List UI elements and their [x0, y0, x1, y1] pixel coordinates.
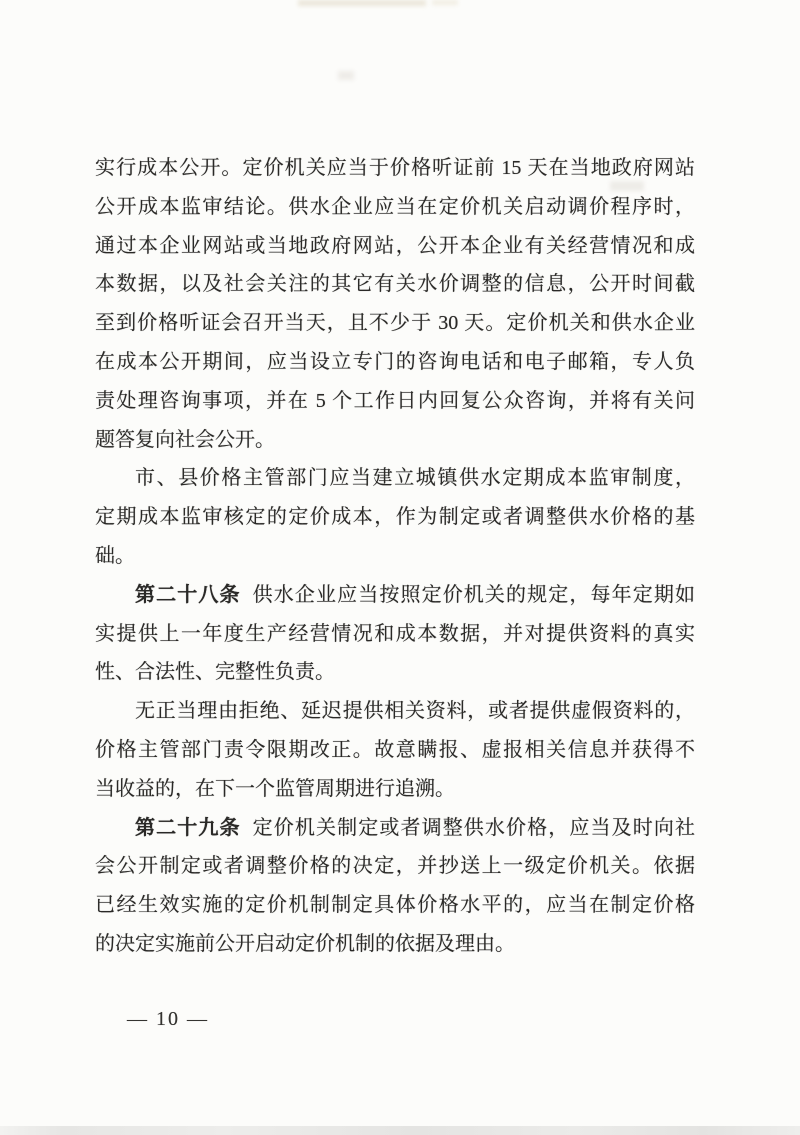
scan-artifact-bottom-strip	[0, 1126, 800, 1135]
text-line: 实提供上一年度生产经营情况和成本数据，并对提供资料的真实	[95, 622, 695, 645]
article-number-heading: 第二十九条	[135, 816, 241, 839]
text-line: 第二十八条 供水企业应当按照定价机关的规定，每年定期如	[135, 583, 695, 606]
text-line: 无正当理由拒绝、延迟提供相关资料，或者提供虚假资料的，	[135, 700, 695, 723]
text-line: 性、合法性、完整性负责。	[95, 661, 335, 684]
text-line: 第二十九条 定价机关制定或者调整供水价格，应当及时向社	[135, 816, 695, 839]
article-number-heading: 第二十八条	[135, 583, 241, 606]
text-line: 价格主管部门责令限期改正。故意瞒报、虚报相关信息并获得不	[95, 738, 695, 761]
text-line: 当收益的，在下一个监管周期进行追溯。	[95, 777, 455, 800]
text-line: 会公开制定或者调整价格的决定，并抄送上一级定价机关。依据	[95, 855, 695, 878]
text-line: 本数据，以及社会关注的其它有关水价调整的信息，公开时间截	[95, 273, 695, 296]
scan-speck	[338, 71, 354, 80]
text-line: 实行成本公开。定价机关应当于价格听证前 15 天在当地政府网站	[95, 157, 695, 179]
text-line: 责处理咨询事项，并在 5 个工作日内回复公众咨询，并将有关问	[95, 389, 695, 412]
text-line: 定期成本监审核定的定价成本，作为制定或者调整供水价格的基	[95, 506, 695, 529]
text-line: 至到价格听证会召开当天，且不少于 30 天。定价机关和供水企业	[95, 312, 695, 335]
scan-smudge-top-small	[432, 0, 458, 5]
text-line: 通过本企业网站或当地政府网站，公开本企业有关经营情况和成	[95, 234, 695, 257]
text-line: 在成本公开期间，应当设立专门的咨询电话和电子邮箱，专人负	[95, 350, 695, 373]
text-line: 的决定实施前公开启动定价机制的依据及理由。	[95, 932, 515, 955]
text-line: 市、县价格主管部门应当建立城镇供水定期成本监审制度，	[135, 467, 695, 490]
page-number: — 10 —	[127, 1008, 209, 1030]
text-line: 公开成本监审结论。供水企业应当在定价机关启动调价程序时，	[95, 195, 695, 218]
text-line: 础。	[95, 544, 135, 567]
text-line: 已经生效实施的定价机制制定具体价格水平的，应当在制定价格	[95, 894, 695, 917]
document-text-block	[95, 149, 695, 964]
text-line: 题答复向社会公开。	[95, 428, 275, 451]
scan-smudge-top	[298, 0, 426, 6]
